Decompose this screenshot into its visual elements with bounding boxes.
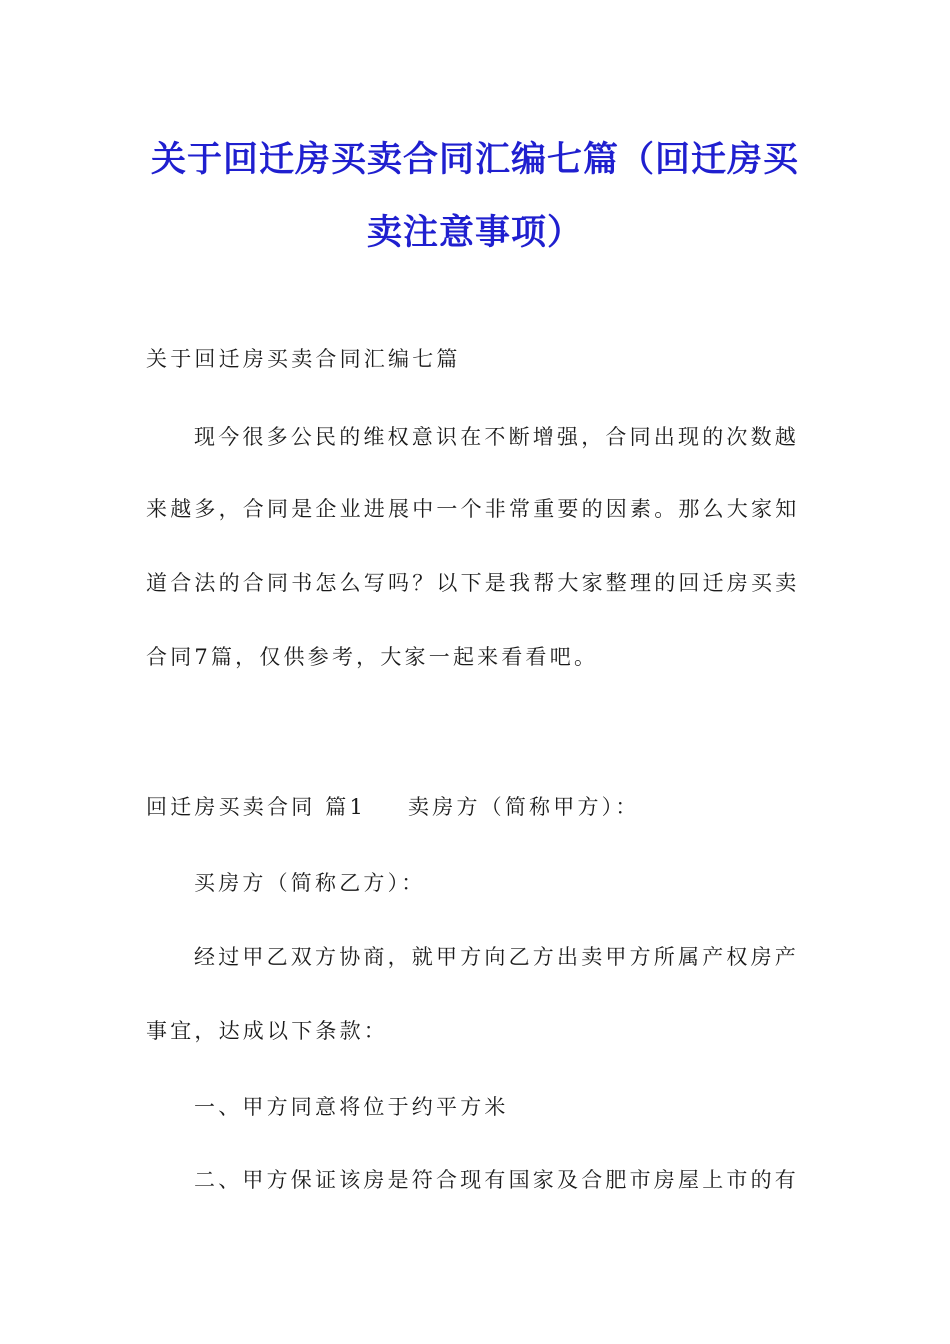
intro-paragraph-line: 现今很多公民的维权意识在不断增强，合同出现的次数越	[194, 425, 799, 449]
section-heading-row	[146, 792, 806, 822]
subtitle: 关于回迁房买卖合同汇编七篇	[146, 347, 461, 371]
agreement-paragraph-line: 经过甲乙双方协商，就甲方向乙方出卖甲方所属产权房产	[194, 945, 799, 969]
buyer-label: 买房方（简称乙方）：	[194, 871, 426, 895]
intro-paragraph-line: 合同7篇，仅供参考，大家一起来看看吧。	[146, 645, 599, 669]
document-title-line-1: 关于回迁房买卖合同汇编七篇（回迁房买	[150, 140, 799, 180]
intro-paragraph-line: 来越多，合同是企业进展中一个非常重要的因素。那么大家知	[146, 497, 800, 521]
agreement-paragraph-line: 事宜，达成以下条款：	[146, 1019, 388, 1043]
intro-paragraph-line: 道合法的合同书怎么写吗？以下是我帮大家整理的回迁房买卖	[146, 571, 800, 595]
seller-label: 卖房方（简称甲方）：	[408, 795, 640, 819]
section-heading: 回迁房买卖合同 篇1	[146, 795, 367, 819]
clause-2: 二、甲方保证该房是符合现有国家及合肥市房屋上市的有	[194, 1168, 799, 1192]
document-title-line-2: 卖注意事项）	[366, 213, 583, 253]
clause-1: 一、甲方同意将位于约平方米	[194, 1095, 509, 1119]
